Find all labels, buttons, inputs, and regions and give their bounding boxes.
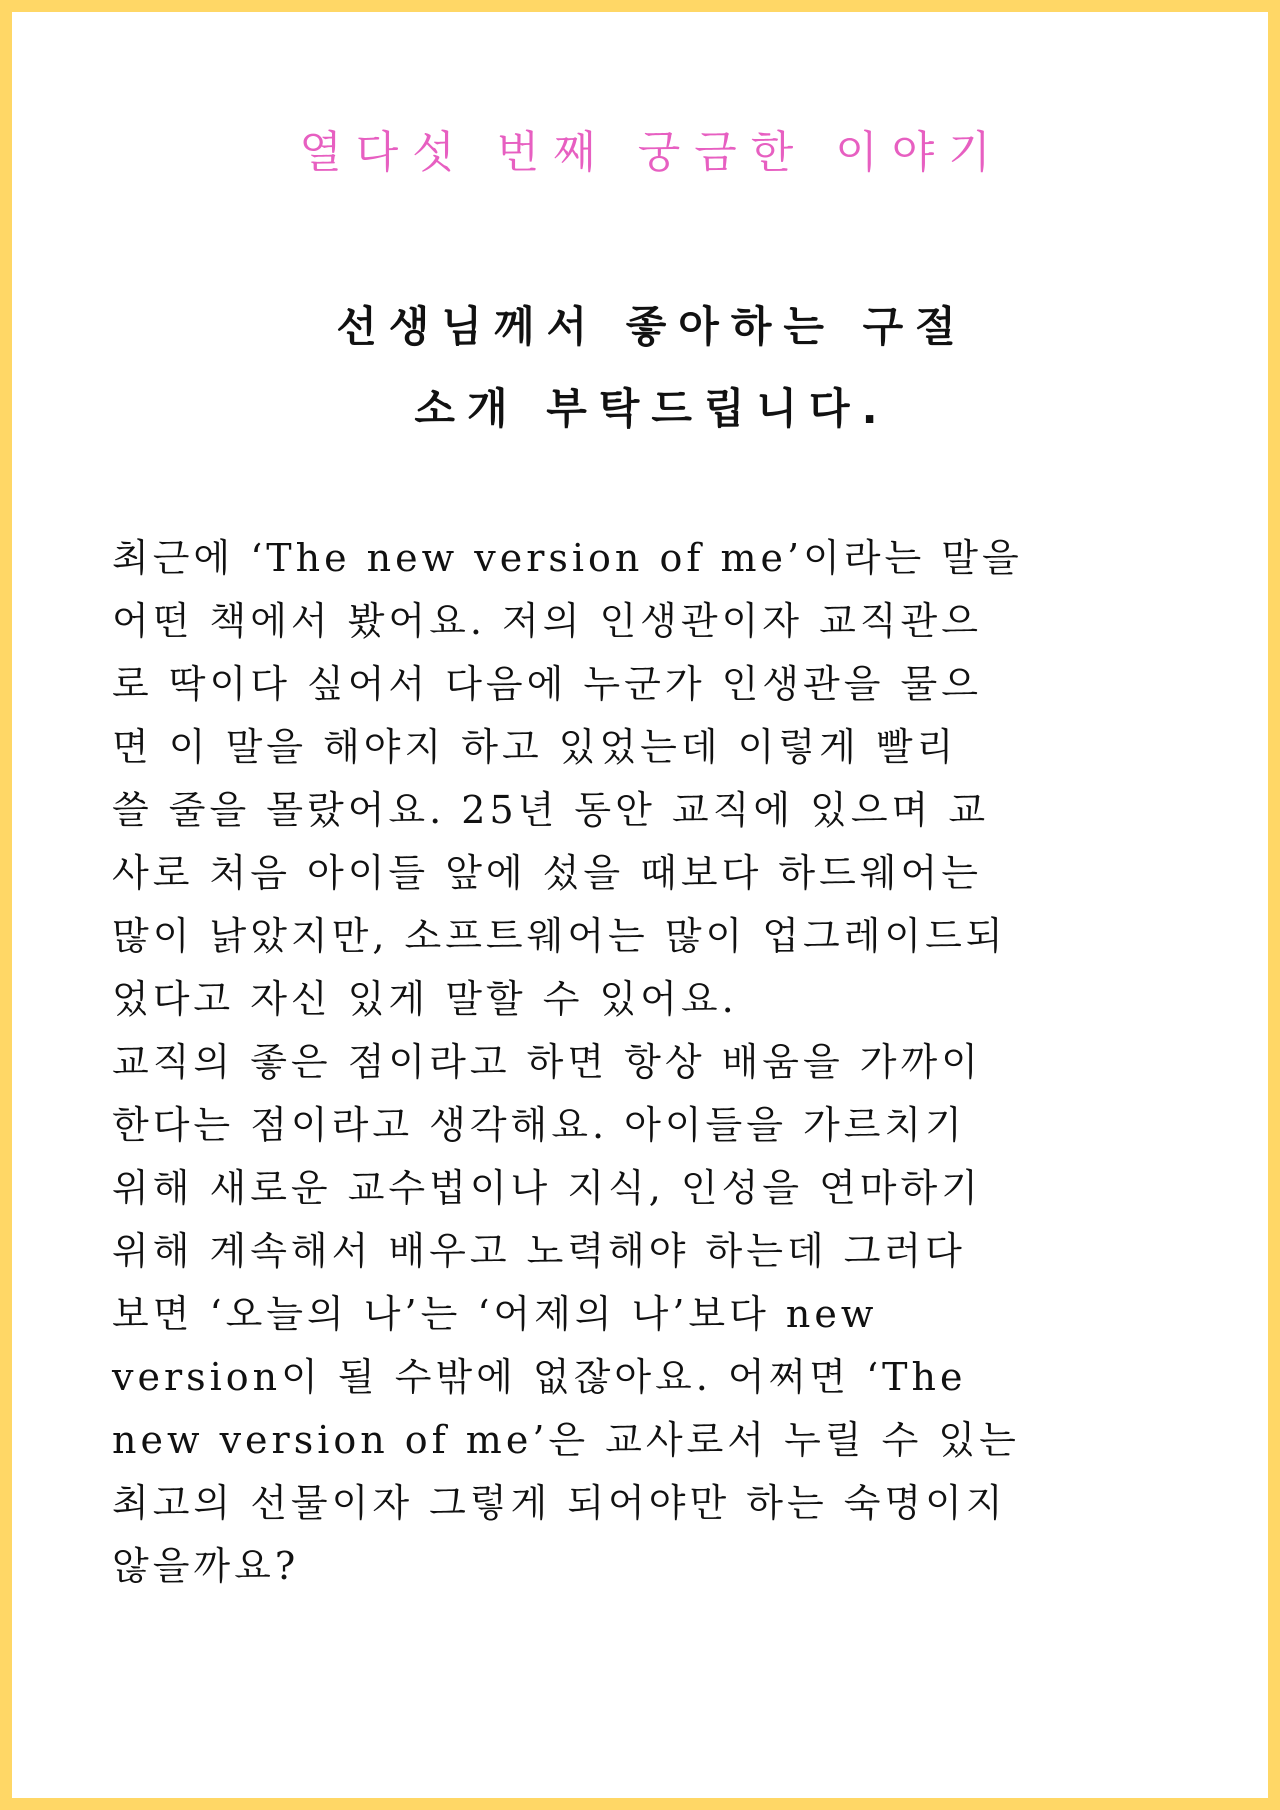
answer-line: 않을까요?: [112, 1544, 300, 1588]
answer-line: 사로 처음 아이들 앞에 섰을 때보다 하드웨어는: [112, 851, 982, 895]
answer-line: 면 이 말을 해야지 하고 있었는데 이렇게 빨리: [112, 725, 958, 769]
answer-line: 한다는 점이라고 생각해요. 아이들을 가르치기: [112, 1103, 966, 1147]
answer-line: 어떤 책에서 봤어요. 저의 인생관이자 교직관으: [112, 599, 982, 643]
answer-line: 최고의 선물이자 그렇게 되어야만 하는 숙명이지: [112, 1481, 1007, 1525]
story-header: 열다섯 번째 궁금한 이야기: [299, 127, 1005, 178]
answer-line: 쓸 줄을 몰랐어요. 25년 동안 교직에 있으며 교: [112, 788, 990, 832]
question-line-2: 소개 부탁드립니다.: [414, 384, 890, 433]
answer-line: 었다고 자신 있게 말할 수 있어요.: [112, 977, 738, 1021]
answer-line: 교직의 좋은 점이라고 하면 항상 배움을 가까이: [112, 1040, 982, 1084]
answer-line: new version of me’은 교사로서 누릴 수 있는: [112, 1418, 1020, 1462]
answer-line: 위해 계속해서 배우고 노력해야 하는데 그러다: [112, 1229, 966, 1273]
answer-line: 보면 ‘오늘의 나’는 ‘어제의 나’보다 new: [112, 1292, 878, 1336]
answer-body: [112, 527, 1202, 1598]
answer-line: version이 될 수밖에 없잖아요. 어쩌면 ‘The: [112, 1355, 967, 1399]
question-line-1: 선생님께서 좋아하는 구절: [336, 302, 968, 351]
answer-line: 최근에 ‘The new version of me’이라는 말을: [112, 536, 1023, 580]
answer-line: 로 딱이다 싶어서 다음에 누군가 인생관을 물으: [112, 662, 982, 706]
answer-line: 위해 새로운 교수법이나 지식, 인성을 연마하기: [112, 1166, 982, 1210]
answer-line: 많이 낡았지만, 소프트웨어는 많이 업그레이드되: [112, 914, 1007, 958]
